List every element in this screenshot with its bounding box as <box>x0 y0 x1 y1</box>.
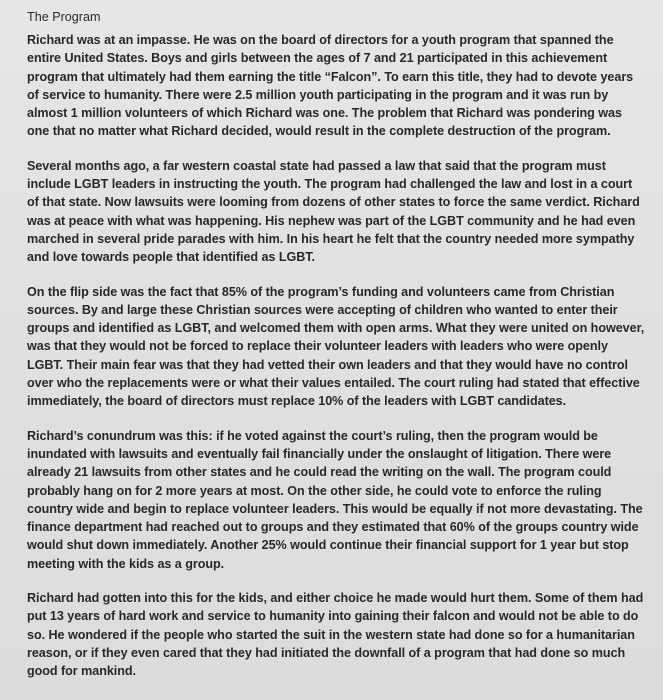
paragraph-state-law: Several months ago, a far western coastal state had passed a law that said that the program must include LGBT leaders in instructing the youth. The program had challenged the law and lost in a court of that state. Now lawsuits were looming from dozens of other states to force the same verdict. Richard was at peace with what was happening. His nephew was part of the LGBT community and he had even marched in several pride parades with him. In his heart he felt that the country needed more sympathy and love towards people that identified as LGBT. <box>27 158 640 265</box>
paragraph-christian-sources: On the flip side was the fact that 85% of the program’s funding and volunteers came from Christian sources. By and large these Christian sources were accepting of children who wanted to enter their groups and identified as LGBT, and welcomed them with open arms. What they were united on however, was that they would not be forced to replace their volunteer leaders with leaders who were openly LGBT. Their main fear was that they had vetted their own leaders and that they would have no control over who the replacements were or what their values entailed. The court ruling had stated that effective immediately, the board of directors must replace 10% of the leaders with LGBT candidates. <box>27 284 645 409</box>
paragraph-impasse: Richard was at an impasse. He was on the board of directors for a youth program that spanned the entire United States. Boys and girls between the ages of 7 and 21 participated in this achievement program that ultimately had them earning the title “Falcon”. To earn this title, they had to devote years of service to humanity. There were 2.5 million youth participating in the program and it was run by almost 1 million volunteers of which Richard was one. The problem that Richard was pondering was one that no matter what Richard decided, would result in the complete destruction of the program. <box>27 33 634 139</box>
document-title: The Program <box>27 10 101 24</box>
paragraph-for-the-kids: Richard had gotten into this for the kids, and either choice he made would hurt them. Some of them had put 13 years of hard work and service to humanity into gaining their falcon and would not be able to do so. He wondered if the people who started the suit in the western state had done so for a humanitarian reason, or if they even cared that they had initiated the downfall of a program that had done so much good for mankind. <box>27 591 644 679</box>
paragraph-conundrum: Richard’s conundrum was this: if he voted against the court’s ruling, then the program would be inundated with lawsuits and eventually fail financially under the onslaught of litigation. There were already 21 lawsuits from other states and he could read the writing on the wall. The program could probably hang on for 2 more years at most. On the other side, he could vote to enforce the ruling country wide and begin to replace volunteer leaders. This would be equally if not more devastating. The finance department had reached out to groups and they estimated that 60% of the groups country wide would shut down immediately. Another 25% would continue their financial support for 1 year but stop meeting with the kids as a group. <box>27 428 643 571</box>
